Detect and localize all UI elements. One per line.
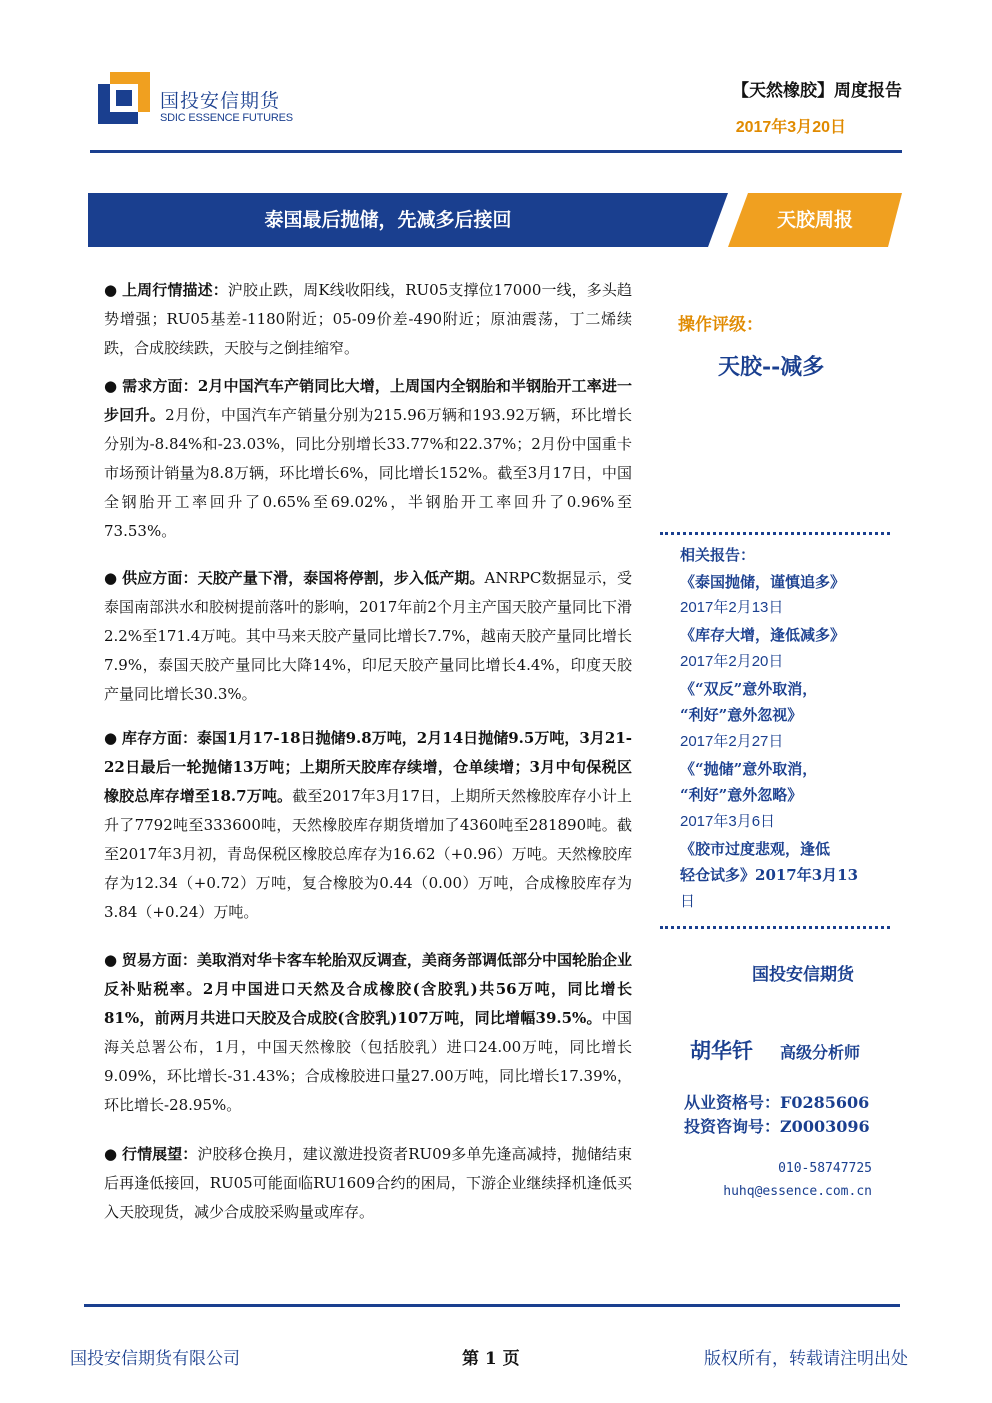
report-date: 2017年3月20日 xyxy=(735,119,846,136)
section-heading: 需求方面： xyxy=(122,377,198,395)
section-demand xyxy=(104,372,632,546)
advisory-number: 投资咨询号：Z0003096 xyxy=(684,1117,870,1136)
rating-label: 操作评级： xyxy=(678,315,763,335)
page-number: 第 1 页 xyxy=(462,1349,520,1369)
company-logo-icon xyxy=(98,72,150,124)
section-body: ANRPC数据显示，受泰国南部洪水和胶树提前落叶的影响，2017年前2个月主产国天胶产量同比下滑2.2%至171.4万吨。其中马来天胶产量同比增长7.7%，越南天胶产量同比增长7.9%，泰国天胶产量同比大降14%，印尼天胶产量同比增长4.4%，印度天胶产量同比增长30.3%。 xyxy=(104,569,632,703)
report-type: 【天然橡胶】周度报告 xyxy=(732,81,902,101)
footer-copyright: 版权所有，转载请注明出处 xyxy=(704,1349,908,1369)
banner-tag: 天胶周报 xyxy=(776,209,853,231)
analyst-title: 高级分析师 xyxy=(780,1043,861,1062)
footer-company: 国投安信期货有限公司 xyxy=(70,1349,240,1369)
section-body: 2月份，中国汽车产销量分别为215.96万辆和193.92万辆，环比增长分别为-8.84%和-23.03%，同比分别增长33.77%和22.37%；2月份中国重卡市场预计销量为8.8万辆，环比增长6%，同比增长152%。截至3月17日，中国全钢胎开工率回升了0.65%至69.02%，半钢胎开工率回升了0.96%至73.53%。 xyxy=(104,406,632,540)
analyst-phone: 010-58747725 xyxy=(778,1161,872,1176)
section-heading: 库存方面： xyxy=(121,729,198,747)
footer-divider xyxy=(84,1304,900,1307)
section-key-point: 2月中国汽车产销同比大增，上周国内全钢胎和半钢胎开工率进一步回升。 xyxy=(104,377,632,424)
section-trade xyxy=(104,946,632,1120)
section-body: 沪胶移仓换月，建议激进投资者RU09多单先逢高减持，抛储结束后再逢低接回，RU05可能面临RU1609合约的困局，下游企业继续择机逢低买入天胶现货，减少合成胶采购量或库存。 xyxy=(104,1145,632,1221)
section-key-point: 美取消对华卡客车轮胎双反调查，美商务部调低部分中国轮胎企业反补贴税率。2月中国进口天然及合成橡胶(含胶乳)共56万吨，同比增长81%，前两月共进口天胶及合成胶(含胶乳)107万吨，同比增幅39.5%。 xyxy=(104,951,632,1027)
related-report-title[interactable]: 《泰国抛储，谨慎追多》 xyxy=(680,572,846,591)
section-outlook xyxy=(104,1140,632,1227)
related-reports xyxy=(680,542,880,916)
header-divider xyxy=(90,150,902,153)
bullet-icon: ● xyxy=(104,281,118,299)
section-body: 沪胶止跌，周K线收阳线，RU05支撑位17000一线，多头趋势增强；RU05基差-1180附近；05-09价差-490附近；原油震荡，丁二烯续跌，合成胶续跌，天胶与之倒挂缩窄。 xyxy=(104,281,632,357)
logo-chinese-name: 国投安信期货 xyxy=(160,90,281,112)
license-number: 从业资格号：F0285606 xyxy=(684,1093,870,1112)
related-report-date: 2017年2月27日 xyxy=(680,732,784,750)
related-report-date: 2017年2月20日 xyxy=(680,652,784,670)
related-report-title-cont[interactable]: “利好”意外忽略》 xyxy=(680,786,803,805)
section-body: 中国海关总署公布，1月，中国天然橡胶（包括胶乳）进口24.00万吨，同比增长9.09%，环比增长-31.43%；合成橡胶进口量27.00万吨，同比增长17.39%，环比增长-28.95%。 xyxy=(104,1009,632,1114)
related-report-title[interactable]: 《库存大增，逢低减多》 xyxy=(680,626,846,645)
related-report-date: 日 xyxy=(680,893,696,911)
related-report-date: 2017年3月6日 xyxy=(680,813,776,831)
related-report-title[interactable]: 《“抛储”意外取消， xyxy=(680,759,818,778)
analyst-email[interactable]: huhq@essence.com.cn xyxy=(723,1184,872,1199)
section-key-point: 天胶产量下滑，泰国将停割，步入低产期。 xyxy=(197,569,485,587)
logo-english-name: SDIC ESSENCE FUTURES xyxy=(160,112,293,124)
related-title: 相关报告： xyxy=(680,546,756,564)
section-market-review xyxy=(104,276,632,363)
related-report-title[interactable]: 《胶市过度悲观，逢低 xyxy=(680,839,831,858)
related-report-title-cont[interactable]: “利好”意外忽视》 xyxy=(680,706,803,725)
bullet-icon: ● xyxy=(104,569,118,587)
section-heading: 贸易方面： xyxy=(121,951,197,969)
section-heading: 上周行情描述： xyxy=(122,281,228,299)
sidebar-company: 国投安信期货 xyxy=(752,965,854,985)
banner-title: 泰国最后抛储，先减多后接回 xyxy=(264,209,512,231)
analyst-name: 胡华钎 xyxy=(690,1038,753,1063)
section-inventory xyxy=(104,724,632,927)
bullet-icon: ● xyxy=(104,951,118,969)
bullet-icon: ● xyxy=(104,377,118,395)
section-body: 截至2017年3月17日，上期所天然橡胶库存小计上升了7792吨至333600吨，天然橡胶库存期货增加了4360吨至281890吨。截至2017年3月初，青岛保税区橡胶总库存为16.62（+0.96）万吨。天然橡胶库存为12.34（+0.72）万吨，复合橡胶为0.44（0.00）万吨，合成橡胶库存为3.84（+0.24）万吨。 xyxy=(104,787,632,921)
section-heading: 行情展望： xyxy=(122,1145,198,1163)
dotted-divider xyxy=(660,532,890,535)
related-report-title[interactable]: 《“双反”意外取消， xyxy=(680,679,818,698)
related-report-title-cont[interactable]: 轻仓试多》2017年3月13 xyxy=(680,866,859,885)
bullet-icon: ● xyxy=(104,1145,118,1163)
rating-value: 天胶--减多 xyxy=(718,354,825,380)
section-supply xyxy=(104,564,632,709)
section-heading: 供应方面： xyxy=(122,569,198,587)
bullet-icon: ● xyxy=(104,729,118,747)
dotted-divider xyxy=(660,926,890,929)
related-report-date: 2017年2月13日 xyxy=(680,599,784,617)
section-key-point: 泰国1月17-18日抛储9.8万吨，2月14日抛储9.5万吨，3月21-22日最后一轮抛储13万吨；上期所天胶库存续增，仓单续增；3月中旬保税区橡胶总库存增至18.7万吨。 xyxy=(104,729,632,805)
